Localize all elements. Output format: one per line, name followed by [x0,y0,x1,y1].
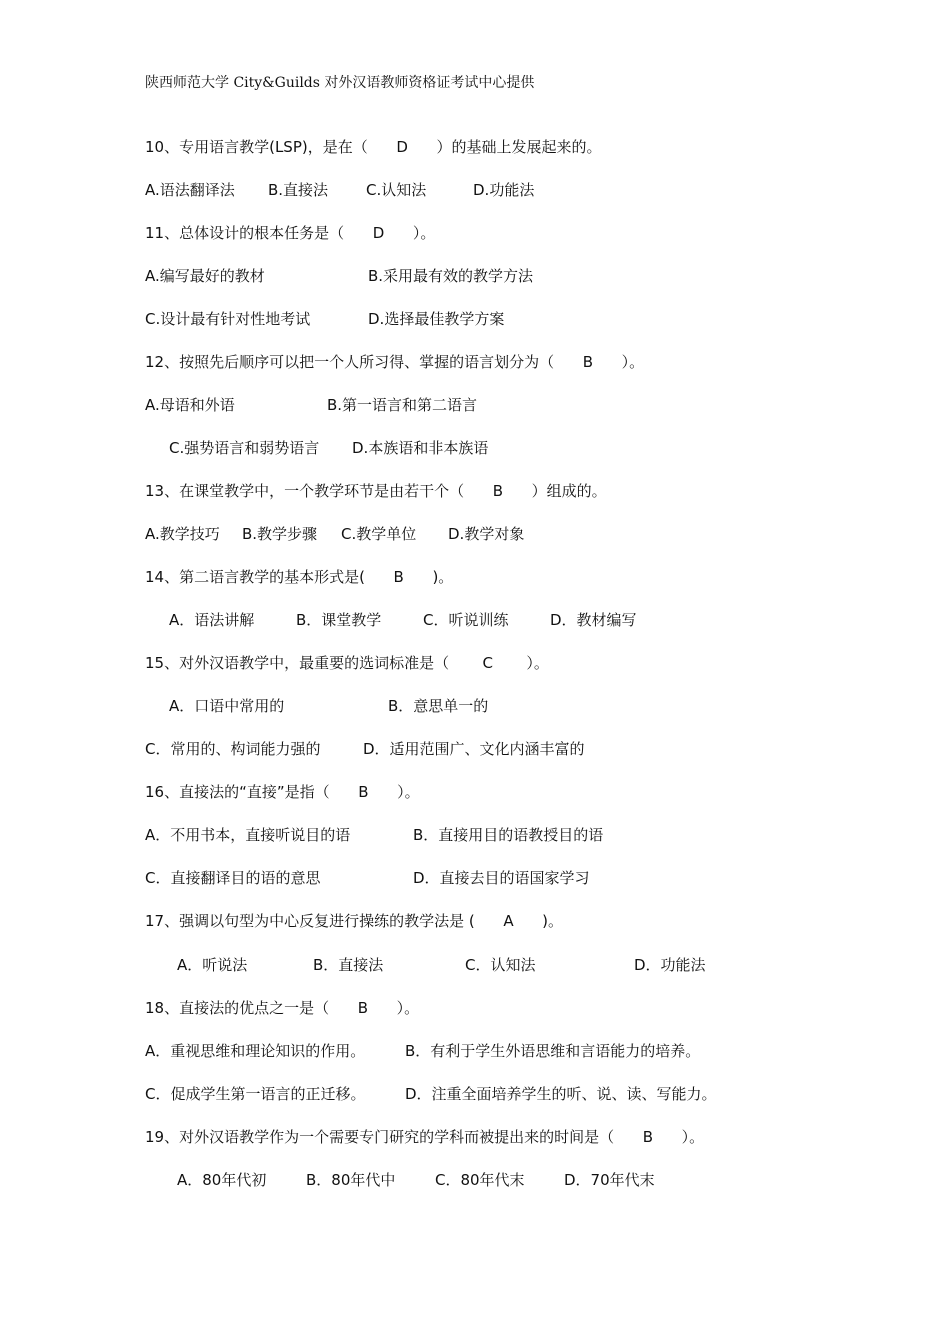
question-15: 15、对外汉语教学中，最重要的选词标准是（ C ）。 [145,654,549,672]
option-d: D．适用范围广、文化内涵丰富的 [363,740,585,758]
question-19-options [145,1170,655,1270]
option-a: A.编写最好的教材 [145,267,265,285]
option-a: A．不用书本，直接听说目的语 [145,826,351,844]
option-d: D．功能法 [634,956,706,974]
option-b: B.教学步骤 [242,525,318,543]
option-b: B．直接法 [313,956,384,974]
option-c: C．直接翻译目的语的意思 [145,869,321,887]
option-a: A.母语和外语 [145,396,235,414]
question-18: 18、直接法的优点之一是（ B ）。 [145,999,420,1017]
option-b: B.第一语言和第二语言 [327,396,478,414]
option-b: B.直接法 [268,181,329,199]
option-d: D.选择最佳教学方案 [368,310,505,328]
option-c: C．听说训练 [423,611,509,629]
option-b: B．课堂教学 [296,611,382,629]
option-a: A．80年代初 [177,1171,267,1189]
option-b: B．有利于学生外语思维和言语能力的培养。 [405,1042,701,1060]
question-11: 11、总体设计的根本任务是（ D ）。 [145,224,436,242]
option-c: C.设计最有针对性地考试 [145,310,311,328]
option-c: C.认知法 [366,181,427,199]
option-d: D.功能法 [473,181,535,199]
option-b: B．直接用目的语教授目的语 [413,826,604,844]
option-a: A．听说法 [177,956,248,974]
page-header: 陕西师范大学 City&Guilds 对外汉语教师资格证考试中心提供 [145,75,535,91]
option-c: C．促成学生第一语言的正迁移。 [145,1085,366,1103]
question-12: 12、按照先后顺序可以把一个人所习得、掌握的语言划分为（ B ）。 [145,353,645,371]
question-16: 16、直接法的“直接”是指（ B ）。 [145,783,420,801]
option-c: C．常用的、构词能力强的 [145,740,321,758]
option-d: D．70年代末 [564,1171,655,1189]
option-b: B．意思单一的 [388,697,489,715]
option-c: C.强势语言和弱势语言 [169,439,320,457]
option-d: D．教材编写 [550,611,637,629]
option-a: A．口语中常用的 [169,697,285,715]
option-a: A.教学技巧 [145,525,220,543]
option-b: B.采用最有效的教学方法 [368,267,534,285]
option-d: D.本族语和非本族语 [352,439,489,457]
option-d: D．注重全面培养学生的听、说、读、写能力。 [405,1085,717,1103]
question-10: 10、专用语言教学(LSP)，是在（ D ）的基础上发展起来的。 [145,138,602,156]
option-c: C．认知法 [465,956,536,974]
question-13: 13、在课堂教学中，一个教学环节是由若干个（ B ）组成的。 [145,482,607,500]
option-a: A.语法翻译法 [145,181,235,199]
option-d: D.教学对象 [448,525,525,543]
question-14: 14、第二语言教学的基本形式是( B )。 [145,568,454,586]
option-a: A．语法讲解 [169,611,255,629]
option-c: C．80年代末 [435,1171,525,1189]
option-b: B．80年代中 [306,1171,396,1189]
option-d: D．直接去目的语国家学习 [413,869,590,887]
question-19: 19、对外汉语教学作为一个需要专门研究的学科而被提出来的时间是（ B ）。 [145,1128,705,1146]
question-17: 17、强调以句型为中心反复进行操练的教学法是 ( A )。 [145,912,564,930]
option-c: C.教学单位 [341,525,417,543]
option-a: A．重视思维和理论知识的作用。 [145,1042,366,1060]
